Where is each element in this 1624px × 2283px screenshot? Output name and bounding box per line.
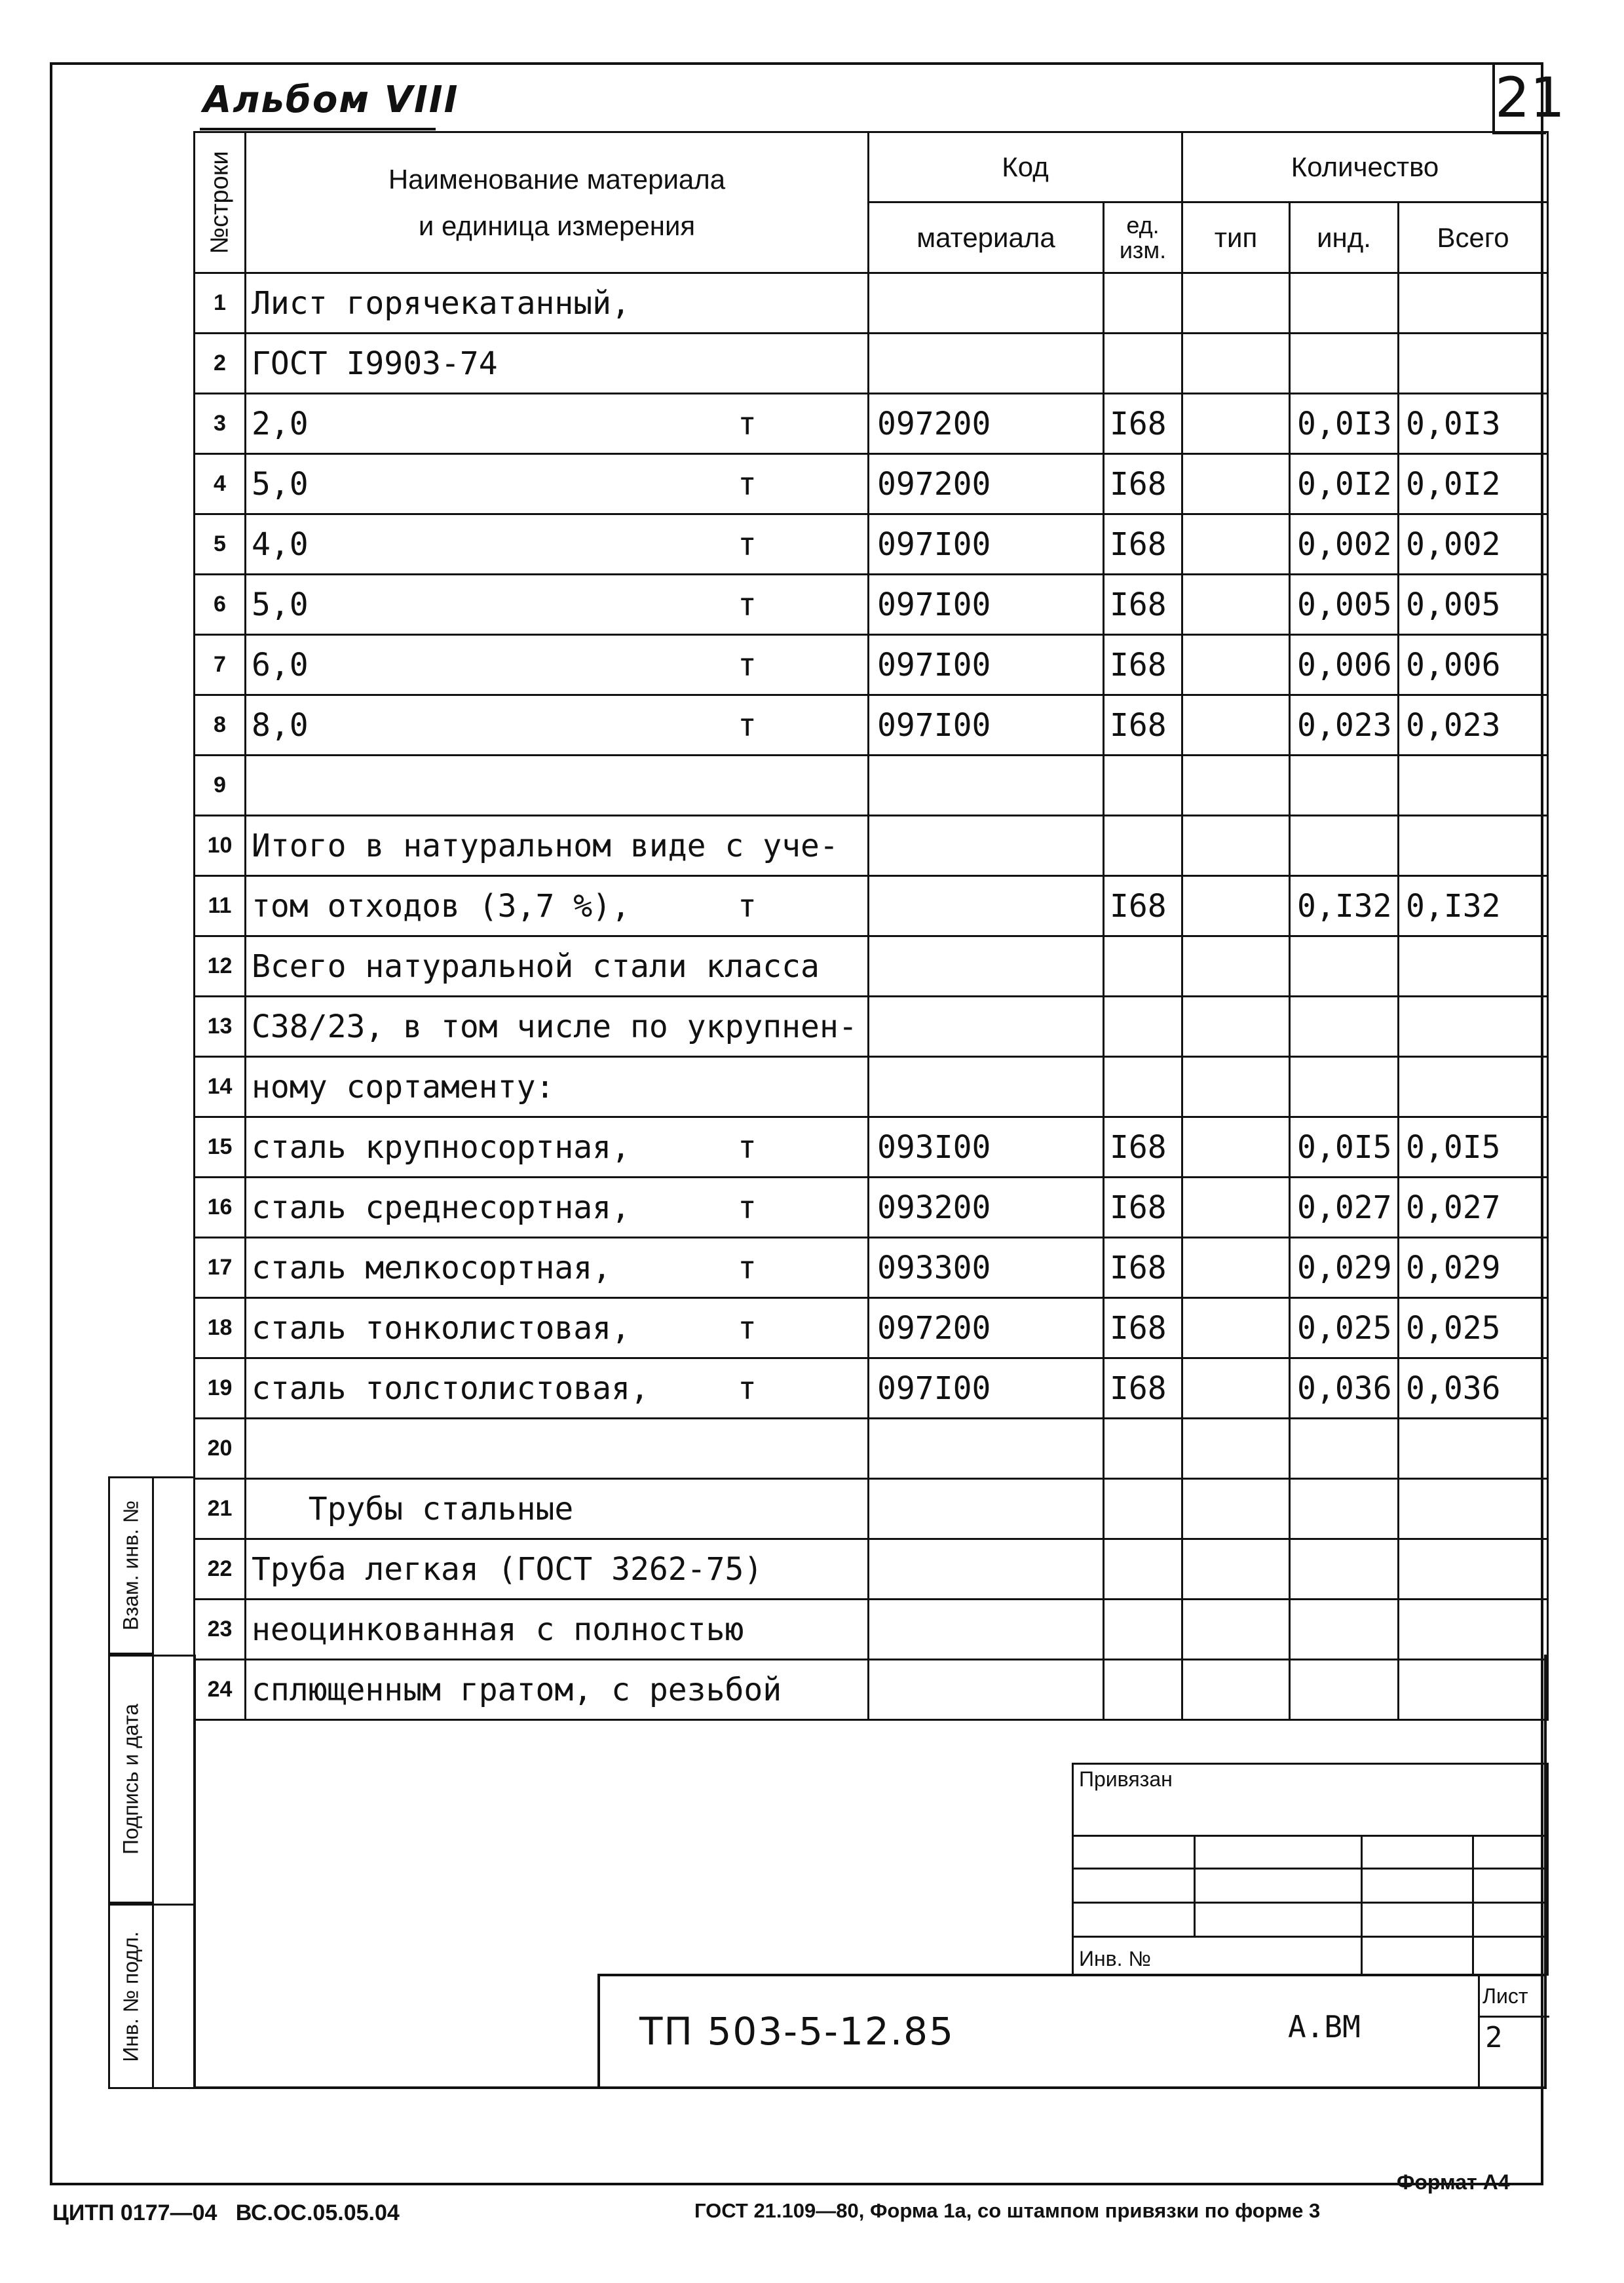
row-type <box>1182 1419 1290 1479</box>
row-unit: т <box>738 646 757 683</box>
row-number: 1 <box>195 273 246 334</box>
row-name-text: Труба легкая (ГОСТ 3262-75) <box>252 1550 763 1588</box>
stamp-privyazan: Привязан <box>1073 1764 1548 1836</box>
binding-stamp <box>1072 1763 1549 1976</box>
row-total <box>1399 273 1548 334</box>
row-material-code: 097I00 <box>869 575 1104 635</box>
side-box-divider-2 <box>152 1904 195 1906</box>
row-unit: т <box>738 887 757 925</box>
row-number: 17 <box>195 1238 246 1298</box>
header-row-1 <box>195 132 1548 202</box>
row-name-text: 4,0 <box>252 526 309 563</box>
row-name <box>246 1479 869 1539</box>
row-individual: 0,0I2 <box>1290 454 1399 514</box>
row-total: 0,036 <box>1399 1358 1548 1419</box>
row-type <box>1182 635 1290 695</box>
album-underline <box>200 128 436 130</box>
row-type <box>1182 1600 1290 1660</box>
row-type <box>1182 273 1290 334</box>
row-name <box>246 334 869 394</box>
row-unit-code: I68 <box>1104 1358 1182 1419</box>
row-name <box>246 1419 869 1479</box>
row-name <box>246 695 869 756</box>
row-number: 16 <box>195 1178 246 1238</box>
table-row <box>195 1057 1548 1117</box>
row-individual <box>1290 273 1399 334</box>
row-unit: т <box>738 405 757 442</box>
stamp-row-4 <box>1073 1903 1548 1937</box>
side-box-inv-podl <box>108 1904 154 2089</box>
row-type <box>1182 936 1290 997</box>
row-number: 6 <box>195 575 246 635</box>
row-total: 0,0I3 <box>1399 394 1548 454</box>
row-total: 0,023 <box>1399 695 1548 756</box>
table-row <box>195 936 1548 997</box>
table-row <box>195 514 1548 575</box>
row-total: 0,005 <box>1399 575 1548 635</box>
row-unit-code: I68 <box>1104 1178 1182 1238</box>
rownum-header: №строки <box>195 132 246 273</box>
row-name <box>246 816 869 876</box>
row-individual: 0,027 <box>1290 1178 1399 1238</box>
row-material-code <box>869 1057 1104 1117</box>
row-total <box>1399 1419 1548 1479</box>
row-unit-code: I68 <box>1104 1238 1182 1298</box>
row-name-text: сталь мелкосортная, <box>252 1249 612 1286</box>
row-total: 0,029 <box>1399 1238 1548 1298</box>
row-name <box>246 635 869 695</box>
document-designation: ТП 503-5-12.85 <box>639 2009 954 2054</box>
row-material-code <box>869 1539 1104 1600</box>
title-block <box>597 1974 1547 2089</box>
row-individual: 0,0I5 <box>1290 1117 1399 1178</box>
materials-table <box>193 131 1549 1721</box>
row-total <box>1399 816 1548 876</box>
row-number: 23 <box>195 1600 246 1660</box>
row-material-code <box>869 876 1104 936</box>
row-number: 5 <box>195 514 246 575</box>
row-number: 18 <box>195 1298 246 1358</box>
side-label-inv-podl: Инв. № подл. <box>119 1930 143 2062</box>
row-material-code: 093300 <box>869 1238 1104 1298</box>
row-number: 22 <box>195 1539 246 1600</box>
side-box-divider-1 <box>152 1655 195 1657</box>
row-type <box>1182 1117 1290 1178</box>
row-total: 0,002 <box>1399 514 1548 575</box>
row-name <box>246 514 869 575</box>
row-unit-code: I68 <box>1104 514 1182 575</box>
row-type <box>1182 575 1290 635</box>
row-unit-code: I68 <box>1104 635 1182 695</box>
row-individual <box>1290 816 1399 876</box>
row-total <box>1399 1057 1548 1117</box>
table-row <box>195 1238 1548 1298</box>
row-unit-code <box>1104 1479 1182 1539</box>
row-individual <box>1290 334 1399 394</box>
list-cell <box>1478 1976 1549 2086</box>
stamp-row-2 <box>1073 1836 1548 1869</box>
row-total <box>1399 936 1548 997</box>
row-name <box>246 936 869 997</box>
table-row <box>195 876 1548 936</box>
unit-header <box>1104 202 1182 273</box>
unit-header-line1: ед. <box>1126 211 1160 239</box>
row-unit: т <box>738 1249 757 1286</box>
row-type <box>1182 334 1290 394</box>
row-material-code <box>869 1419 1104 1479</box>
sheet-number: 21 <box>1492 62 1546 134</box>
row-material-code <box>869 816 1104 876</box>
row-name <box>246 1358 869 1419</box>
row-unit-code <box>1104 936 1182 997</box>
row-name <box>246 756 869 816</box>
row-number: 24 <box>195 1660 246 1720</box>
table-row <box>195 334 1548 394</box>
row-type <box>1182 1358 1290 1419</box>
row-name-text: сталь среднесортная, <box>252 1189 630 1226</box>
row-total: 0,0I2 <box>1399 454 1548 514</box>
row-unit-code: I68 <box>1104 575 1182 635</box>
stamp-inv-no: Инв. № <box>1073 1937 1362 1975</box>
row-unit-code: I68 <box>1104 1298 1182 1358</box>
row-number: 21 <box>195 1479 246 1539</box>
name-header-line2: и единица измерения <box>418 210 696 241</box>
row-total: 0,0I5 <box>1399 1117 1548 1178</box>
table-row <box>195 997 1548 1057</box>
table-row <box>195 1358 1548 1419</box>
row-material-code: 097200 <box>869 454 1104 514</box>
row-individual: 0,005 <box>1290 575 1399 635</box>
row-number: 9 <box>195 756 246 816</box>
row-number: 19 <box>195 1358 246 1419</box>
row-number: 3 <box>195 394 246 454</box>
row-total <box>1399 1600 1548 1660</box>
row-name <box>246 1298 869 1358</box>
table-row <box>195 756 1548 816</box>
row-individual <box>1290 1479 1399 1539</box>
row-name-text: 5,0 <box>252 465 309 503</box>
row-total <box>1399 756 1548 816</box>
row-name <box>246 1057 869 1117</box>
row-total: 0,I32 <box>1399 876 1548 936</box>
row-name-text: неоцинкованная с полностью <box>252 1611 744 1648</box>
row-type <box>1182 394 1290 454</box>
row-unit: т <box>738 526 757 563</box>
row-type <box>1182 1057 1290 1117</box>
table-row <box>195 394 1548 454</box>
row-total <box>1399 1539 1548 1600</box>
row-name-text: сталь толстолистовая, <box>252 1370 649 1407</box>
row-name <box>246 394 869 454</box>
row-material-code <box>869 334 1104 394</box>
row-name-text: Трубы стальные <box>252 1490 574 1527</box>
row-type <box>1182 1298 1290 1358</box>
row-unit-code <box>1104 816 1182 876</box>
row-number: 10 <box>195 816 246 876</box>
row-name-text: 2,0 <box>252 405 309 442</box>
name-header <box>246 132 869 273</box>
row-type <box>1182 756 1290 816</box>
row-material-code <box>869 997 1104 1057</box>
table-row <box>195 575 1548 635</box>
row-unit-code: I68 <box>1104 394 1182 454</box>
row-name-text: Лист горячекатанный, <box>252 284 630 322</box>
row-unit-code <box>1104 997 1182 1057</box>
row-total: 0,025 <box>1399 1298 1548 1358</box>
row-unit-code <box>1104 1600 1182 1660</box>
stamp-row-3 <box>1073 1869 1548 1903</box>
row-total: 0,027 <box>1399 1178 1548 1238</box>
row-number: 11 <box>195 876 246 936</box>
table-row <box>195 816 1548 876</box>
row-material-code <box>869 273 1104 334</box>
row-unit-code <box>1104 1539 1182 1600</box>
table-row <box>195 1298 1548 1358</box>
row-number: 4 <box>195 454 246 514</box>
row-name <box>246 1600 869 1660</box>
stamp-row-1 <box>1073 1764 1548 1836</box>
row-unit-code <box>1104 756 1182 816</box>
side-label-podpis: Подпись и дата <box>119 1703 143 1855</box>
list-label: Лист <box>1482 1984 1528 2008</box>
code-material-header: материала <box>869 202 1104 273</box>
row-unit-code: I68 <box>1104 454 1182 514</box>
row-total: 0,006 <box>1399 635 1548 695</box>
footer-left: ЦИТП 0177—04 ВС.ОС.05.05.04 <box>52 2200 400 2225</box>
row-individual <box>1290 1600 1399 1660</box>
unit-header-line2: изм. <box>1119 236 1167 263</box>
row-name <box>246 997 869 1057</box>
row-unit-code <box>1104 1057 1182 1117</box>
row-type <box>1182 514 1290 575</box>
row-material-code: 093200 <box>869 1178 1104 1238</box>
table-row <box>195 695 1548 756</box>
row-name <box>246 1539 869 1600</box>
side-box-vzam <box>108 1476 154 1655</box>
row-individual: 0,029 <box>1290 1238 1399 1298</box>
row-number: 2 <box>195 334 246 394</box>
row-individual <box>1290 936 1399 997</box>
code-header: Код <box>869 132 1182 202</box>
table-row <box>195 1117 1548 1178</box>
row-individual: 0,0I3 <box>1290 394 1399 454</box>
table-row <box>195 273 1548 334</box>
row-name-text: 8,0 <box>252 706 309 744</box>
row-unit-code <box>1104 1419 1182 1479</box>
row-unit: т <box>738 706 757 744</box>
individual-header: инд. <box>1290 202 1399 273</box>
row-number: 14 <box>195 1057 246 1117</box>
row-type <box>1182 1539 1290 1600</box>
row-unit: т <box>738 586 757 623</box>
row-name-text: сплющенным гратом, с резьбой <box>252 1671 782 1708</box>
row-unit-code: I68 <box>1104 695 1182 756</box>
row-name-text: Итого в натуральном виде с уче- <box>252 827 839 864</box>
row-name <box>246 1117 869 1178</box>
row-material-code <box>869 936 1104 997</box>
album-title: Альбом VIII <box>203 79 459 121</box>
row-individual: 0,023 <box>1290 695 1399 756</box>
row-name <box>246 273 869 334</box>
row-material-code: 097I00 <box>869 1358 1104 1419</box>
table-row <box>195 635 1548 695</box>
row-name-text: ГОСТ I9903-74 <box>252 345 498 382</box>
row-type <box>1182 997 1290 1057</box>
name-header-line1: Наименование материала <box>388 163 726 195</box>
row-name-text: сталь крупносортная, <box>252 1128 630 1166</box>
row-name-text: С38/23, в том числе по укрупнен- <box>252 1008 858 1045</box>
row-individual <box>1290 1539 1399 1600</box>
row-name-text: сталь тонколистовая, <box>252 1309 630 1347</box>
row-material-code: 097I00 <box>869 514 1104 575</box>
row-individual: 0,036 <box>1290 1358 1399 1419</box>
row-material-code: 097I00 <box>869 695 1104 756</box>
row-material-code <box>869 756 1104 816</box>
footer-format: Формат А4 <box>1397 2170 1510 2194</box>
table-row <box>195 1419 1548 1479</box>
table-row <box>195 1479 1548 1539</box>
row-number: 15 <box>195 1117 246 1178</box>
row-individual <box>1290 756 1399 816</box>
row-total <box>1399 334 1548 394</box>
row-number: 8 <box>195 695 246 756</box>
row-name <box>246 1238 869 1298</box>
table-row <box>195 1600 1548 1660</box>
row-material-code <box>869 1600 1104 1660</box>
row-type <box>1182 1479 1290 1539</box>
type-header: тип <box>1182 202 1290 273</box>
row-type <box>1182 876 1290 936</box>
row-material-code: 097I00 <box>869 635 1104 695</box>
row-name <box>246 575 869 635</box>
row-unit-code <box>1104 273 1182 334</box>
row-individual: 0,I32 <box>1290 876 1399 936</box>
row-name <box>246 1178 869 1238</box>
row-type <box>1182 1238 1290 1298</box>
row-type <box>1182 695 1290 756</box>
section-mark: А.ВМ <box>1288 2009 1361 2044</box>
quantity-header: Количество <box>1182 132 1548 202</box>
row-name <box>246 876 869 936</box>
row-name <box>246 454 869 514</box>
row-type <box>1182 816 1290 876</box>
row-number: 12 <box>195 936 246 997</box>
footer-right: ГОСТ 21.109—80, Форма 1а, со штампом привязки по форме 3 <box>694 2199 1321 2222</box>
row-material-code <box>869 1479 1104 1539</box>
row-material-code: 097200 <box>869 1298 1104 1358</box>
row-unit: т <box>738 1128 757 1166</box>
row-name-text: 5,0 <box>252 586 309 623</box>
table-row <box>195 1539 1548 1600</box>
row-unit-code <box>1104 334 1182 394</box>
row-type <box>1182 454 1290 514</box>
row-individual: 0,025 <box>1290 1298 1399 1358</box>
row-unit: т <box>738 465 757 503</box>
row-name-text: 6,0 <box>252 646 309 683</box>
stamp-row-5 <box>1073 1937 1548 1975</box>
row-type <box>1182 1178 1290 1238</box>
side-label-vzam: Взам. инв. № <box>119 1500 143 1631</box>
row-individual <box>1290 997 1399 1057</box>
row-number: 13 <box>195 997 246 1057</box>
row-unit: т <box>738 1370 757 1407</box>
row-individual <box>1290 1419 1399 1479</box>
list-value: 2 <box>1485 2021 1503 2054</box>
table-row <box>195 1178 1548 1238</box>
row-total <box>1399 1479 1548 1539</box>
row-unit-code: I68 <box>1104 1117 1182 1178</box>
side-box-podpis <box>108 1655 154 1904</box>
row-name-text: Всего натуральной стали класса <box>252 948 820 985</box>
row-material-code: 097200 <box>869 394 1104 454</box>
row-unit-code: I68 <box>1104 876 1182 936</box>
side-box-column <box>152 1476 195 2089</box>
row-individual: 0,006 <box>1290 635 1399 695</box>
total-header: Всего <box>1399 202 1548 273</box>
row-material-code: 093I00 <box>869 1117 1104 1178</box>
row-unit: т <box>738 1189 757 1226</box>
row-name-text: том отходов (3,7 %), <box>252 887 630 925</box>
row-name-text: ному сортаменту: <box>252 1068 555 1105</box>
row-number: 20 <box>195 1419 246 1479</box>
table-row <box>195 454 1548 514</box>
row-number: 7 <box>195 635 246 695</box>
list-divider <box>1480 2016 1549 2018</box>
row-individual: 0,002 <box>1290 514 1399 575</box>
row-unit: т <box>738 1309 757 1347</box>
row-individual <box>1290 1057 1399 1117</box>
row-total <box>1399 997 1548 1057</box>
